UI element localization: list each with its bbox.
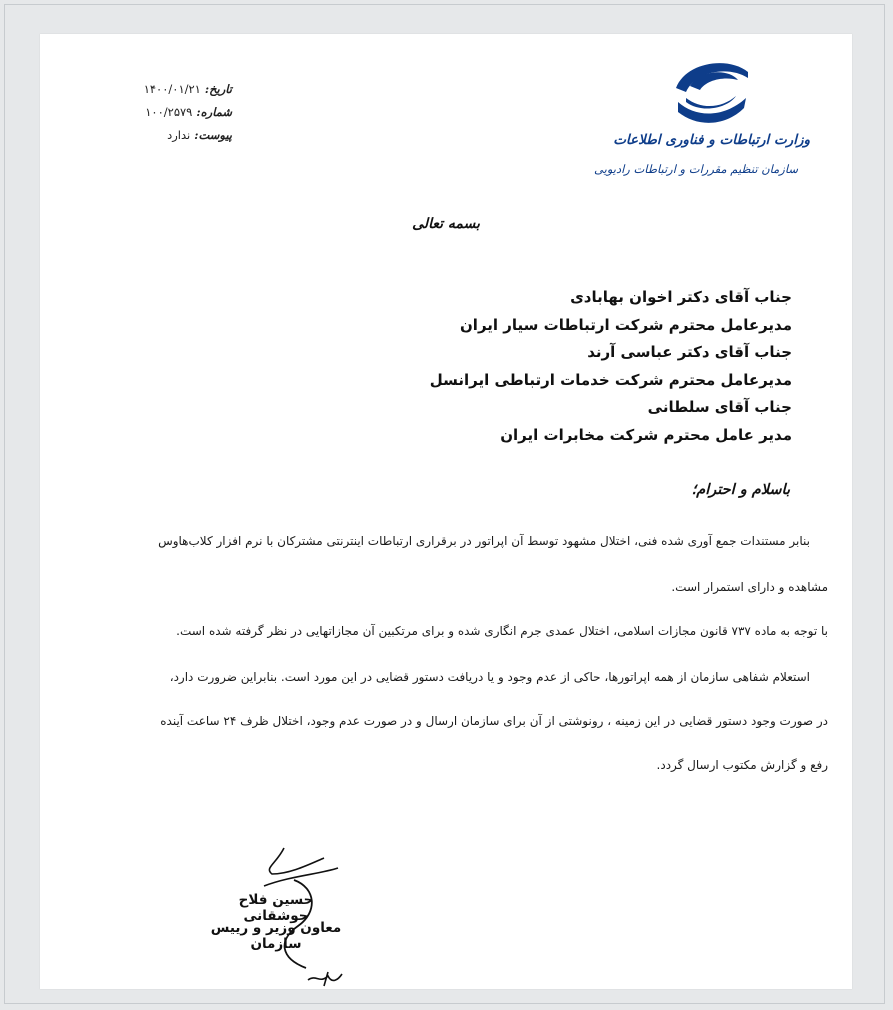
greeting: باسلام و احترام؛ bbox=[691, 481, 790, 498]
meta-attachment-label: پیوست: bbox=[194, 128, 232, 142]
meta-number bbox=[92, 105, 232, 119]
recipient-line: مدیر عامل محترم شرکت مخابرات ایران bbox=[500, 425, 792, 444]
body-line: رفع و گزارش مکتوب ارسال گردد. bbox=[656, 758, 828, 772]
body-line: بنابر مستندات جمع آوری شده فنی، اختلال مشهود توسط آن اپراتور در برقراری ارتباطات اینترنتی مشترکان با نرم افزار کلاب‌هاوس bbox=[158, 534, 810, 548]
meta-date-value: ۱۴۰۰/۰۱/۲۱ bbox=[143, 82, 201, 96]
signatory-title: معاون وزیر و رییس سازمان bbox=[210, 920, 342, 952]
body-line: با توجه به ماده ۷۳۷ قانون مجازات اسلامی، اختلال عمدی جرم انگاری شده و برای مرتکبین آن مجازاتهایی در نظر گرفته شده است. bbox=[176, 624, 828, 638]
body-line: مشاهده و دارای استمرار است. bbox=[671, 580, 828, 594]
recipient-line: مدیرعامل محترم شرکت ارتباطات سیار ایران bbox=[460, 315, 792, 334]
logo-wave-inner bbox=[686, 96, 736, 109]
recipient-line: جناب آقای دکتر عباسی آرند bbox=[587, 343, 792, 361]
meta-attachment bbox=[92, 128, 232, 142]
meta-date-label: تاریخ: bbox=[204, 82, 232, 96]
ministry-name: وزارت ارتباطات و فناوری اطلاعات bbox=[613, 132, 810, 148]
body-line: استعلام شفاهی سازمان از همه اپراتورها، حاکی از عدم وجود و یا دریافت دستور قضایی در این مورد است. بنابراین ضرورت دارد، bbox=[169, 670, 810, 684]
meta-date bbox=[92, 82, 232, 96]
invocation: بسمه تعالی bbox=[412, 216, 480, 232]
recipients-block bbox=[430, 284, 792, 449]
recipient-line: مدیرعامل محترم شرکت خدمات ارتباطی ایرانسل bbox=[429, 370, 792, 389]
meta-attachment-value: ندارد bbox=[167, 128, 191, 142]
organization-name: سازمان تنظیم مقررات و ارتباطات رادیویی bbox=[594, 162, 798, 176]
recipient-line: جناب آقای سلطانی bbox=[647, 398, 792, 416]
signatory-name: حسین فلاح جوشقانی bbox=[238, 892, 314, 924]
recipient-line: جناب آقای دکتر اخوان بهابادی bbox=[570, 288, 792, 306]
ministry-logo bbox=[672, 56, 752, 130]
meta-number-label: شماره: bbox=[196, 105, 232, 119]
letter-meta bbox=[92, 82, 232, 151]
letter-sheet bbox=[40, 34, 852, 989]
meta-number-value: ۱۰۰/۲۵۷۹ bbox=[145, 105, 193, 119]
body-line: در صورت وجود دستور قضایی در این زمینه ، رونوشتی از آن برای سازمان ارسال و در صورت عدم وجود، اختلال ظرف ۲۴ ساعت آینده bbox=[160, 714, 828, 728]
